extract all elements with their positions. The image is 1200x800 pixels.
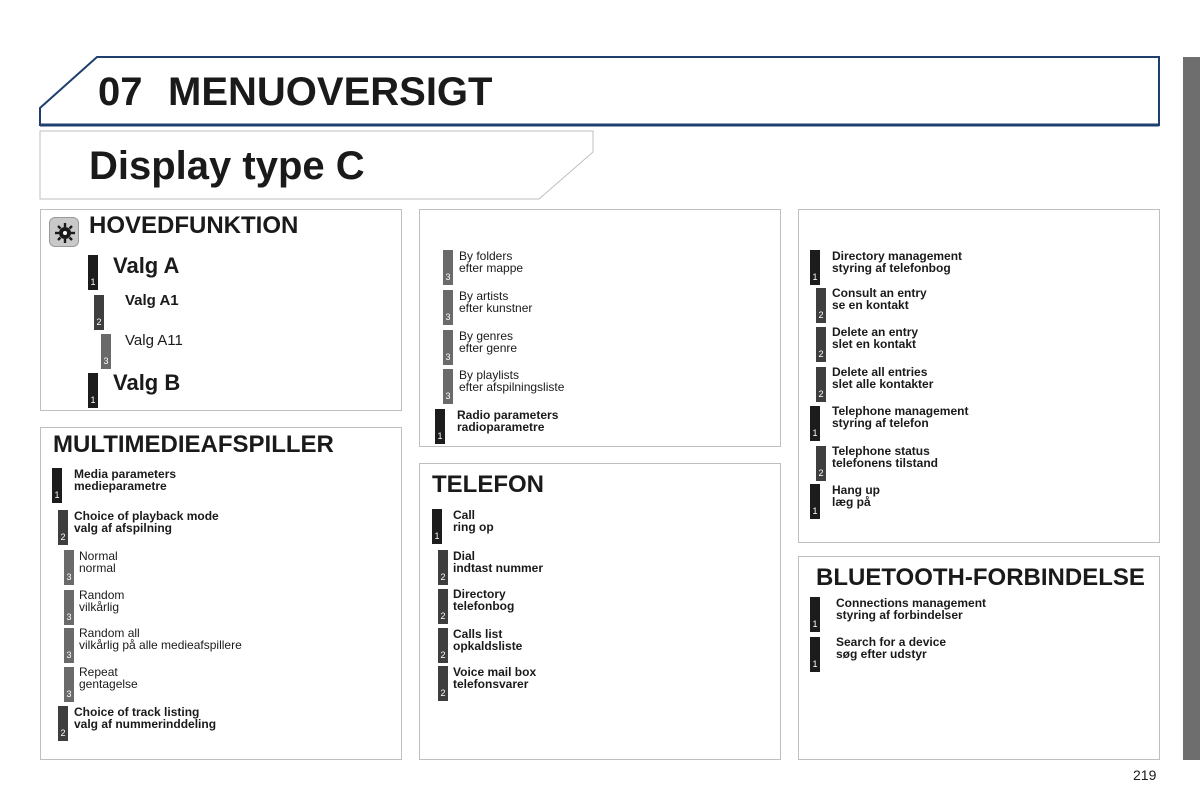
menu-item-en: By playlists [459,368,520,382]
level-indicator: 2 [818,349,824,359]
menu-item-en: Directory [453,587,506,601]
menu-item-da: efter kunstner [459,301,533,315]
menu-item-da: slet en kontakt [832,337,917,351]
chapter-number: 07 [98,70,143,114]
menu-item-en: Choice of track listing [74,705,200,719]
menu-item-en: Random all [79,626,140,640]
menu-item-en: Telephone status [832,444,930,458]
menu-item-en: Repeat [79,665,118,679]
menu-item-en: Media parameters [74,467,177,481]
legend-label: Valg B [113,370,181,395]
level-indicator: 1 [90,277,96,287]
level-indicator: 2 [440,650,446,660]
legend-label: Valg A11 [125,332,183,349]
menu-item-da: valg af nummerinddeling [74,717,217,731]
level-indicator: 1 [812,506,818,516]
menu-item-da: gentagelse [79,677,138,691]
menu-item-en: Consult an entry [832,286,927,300]
menu-item-da: radioparametre [457,420,545,434]
level-indicator: 1 [812,619,818,629]
level-indicator: 2 [60,728,66,738]
legend-label: Valg A1 [125,292,179,309]
menu-item-en: Radio parameters [457,408,559,422]
level-indicator: 2 [440,611,446,621]
menu-item-da: normal [79,561,116,575]
level-indicator: 2 [440,572,446,582]
menu-item-da: søg efter udstyr [836,647,927,661]
menu-item-da: efter mappe [459,261,524,275]
menu-item-da: efter afspilningsliste [459,380,565,394]
page-number: 219 [1133,767,1157,783]
menu-item-da: telefonsvarer [453,677,529,691]
menu-item-da: valg af afspilning [74,521,173,535]
menu-item-en: Random [79,588,125,602]
menu-item-en: Connections management [836,596,987,610]
bluetooth-title: BLUETOOTH-FORBINDELSE [816,564,1145,591]
menu-item-en: Search for a device [836,635,947,649]
menu-item-da: efter genre [459,341,518,355]
level-indicator: 1 [54,490,60,500]
level-indicator: 3 [445,391,451,401]
menu-item-en: Normal [79,549,118,563]
level-indicator: 3 [66,689,72,699]
level-indicator: 1 [812,272,818,282]
menu-item-en: Voice mail box [453,665,537,679]
level-indicator: 2 [440,688,446,698]
menu-item-en: Telephone management [832,404,969,418]
menu-item-da: telefonens tilstand [832,456,939,470]
level-indicator: 2 [818,468,824,478]
menu-item-da: styring af forbindelser [836,608,963,622]
menu-item-en: By folders [459,249,513,263]
menu-item-da: ring op [453,520,494,534]
level-indicator: 2 [818,310,824,320]
level-indicator: 3 [445,352,451,362]
legend-label: Valg A [113,253,180,278]
level-indicator: 2 [818,389,824,399]
level-indicator: 3 [66,650,72,660]
chapter-title: MENUOVERSIGT [168,70,493,114]
menu-item-da: vilkårlig [79,600,120,614]
multimedie-title: MULTIMEDIEAFSPILLER [53,431,334,458]
menu-item-da: telefonbog [453,599,515,613]
menu-item-da: opkaldsliste [453,639,523,653]
menu-item-da: indtast nummer [453,561,544,575]
menu-item-da: slet alle kontakter [832,377,934,391]
level-indicator: 1 [437,431,443,441]
menu-item-da: styring af telefonbog [832,261,951,275]
menu-item-en: Directory management [832,249,963,263]
menu-item-da: vilkårlig på alle medieafspillere [79,638,242,652]
level-indicator: 1 [90,395,96,405]
menu-item-en: Calls list [453,627,503,641]
menu-item-en: Call [453,508,476,522]
menu-item-en: By artists [459,289,509,303]
hovedfunktion-title: HOVEDFUNKTION [89,212,299,239]
level-indicator: 3 [445,312,451,322]
level-indicator: 3 [445,272,451,282]
level-indicator: 1 [434,531,440,541]
level-indicator: 3 [66,612,72,622]
level-indicator: 3 [66,572,72,582]
menu-item-en: By genres [459,329,514,343]
settings-gear-icon [49,217,79,247]
chapter-side-tab [1183,57,1200,760]
menu-item-da: læg på [832,495,871,509]
menu-item-en: Delete all entries [832,365,928,379]
menu-item-en: Dial [453,549,476,563]
menu-item-da: se en kontakt [832,298,909,312]
menu-item-da: styring af telefon [832,416,929,430]
menu-item-en: Delete an entry [832,325,919,339]
menu-item-en: Hang up [832,483,880,497]
level-indicator: 2 [60,532,66,542]
level-indicator: 1 [812,428,818,438]
level-indicator: 3 [103,356,109,366]
level-indicator: 1 [812,659,818,669]
telefon-title: TELEFON [432,471,544,498]
level-indicator: 2 [96,317,102,327]
menu-item-da: medieparametre [74,479,167,493]
menu-item-en: Choice of playback mode [74,509,219,523]
display-type-title: Display type C [89,144,365,188]
